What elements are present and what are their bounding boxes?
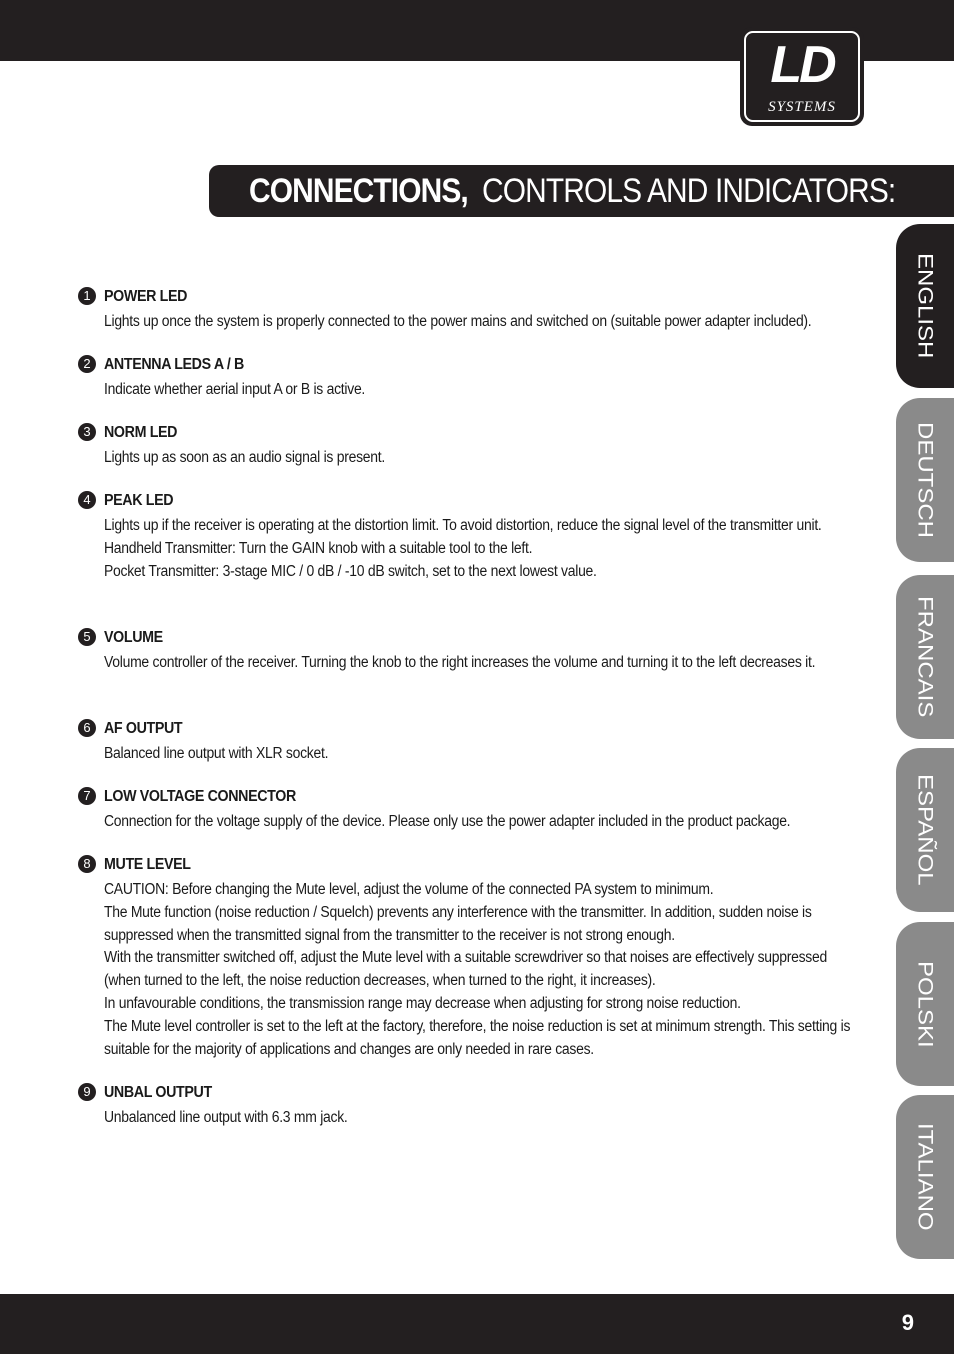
item-title: MUTE LEVEL bbox=[104, 856, 191, 873]
item-number-badge: 3 bbox=[78, 423, 96, 441]
tab-deutsch[interactable] bbox=[896, 398, 954, 562]
logo-subtext: SYSTEMS bbox=[768, 99, 836, 115]
item-title: POWER LED bbox=[104, 288, 188, 305]
tab-label: FRANCAIS bbox=[913, 596, 938, 718]
item-text: Handheld Transmitter: Turn the GAIN knob with a suitable tool to the left. bbox=[104, 539, 533, 557]
item-text: CAUTION: Before changing the Mute level, adjust the volume of the connected PA system to minimum. bbox=[104, 881, 714, 898]
page-number: 9 bbox=[901, 1310, 914, 1335]
item-text: The Mute level controller is set to the left at the factory, therefore, the noise reduction is set at minimum strength. This setting is suitable for the majority of applications and changes are only needed in rare cases. bbox=[104, 1017, 851, 1058]
item-text: Unbalanced line output with 6.3 mm jack. bbox=[104, 1109, 348, 1126]
tab-espanol[interactable] bbox=[896, 748, 954, 912]
item-text: Connection for the voltage supply of the device. Please only use the power adapter included in the product package. bbox=[104, 813, 791, 830]
item-number-badge: 7 bbox=[78, 787, 96, 805]
item-text: Pocket Transmitter: 3-stage MIC / 0 dB / -10 dB switch, set to the next lowest value. bbox=[104, 562, 597, 580]
item-body bbox=[104, 743, 851, 766]
item-title: UNBAL OUTPUT bbox=[104, 1084, 212, 1101]
tab-label: ITALIANO bbox=[913, 1123, 938, 1231]
item-body bbox=[104, 379, 851, 402]
item-body bbox=[104, 447, 851, 470]
item-text: Balanced line output with XLR socket. bbox=[104, 745, 329, 762]
item-text: Indicate whether aerial input A or B is active. bbox=[104, 381, 366, 398]
tab-label: ESPAÑOL bbox=[913, 774, 938, 886]
item-number-badge: 9 bbox=[78, 1083, 96, 1101]
tab-francais[interactable] bbox=[896, 575, 954, 739]
item-title: AF OUTPUT bbox=[104, 720, 183, 737]
tab-italiano[interactable] bbox=[896, 1095, 954, 1259]
bottom-bar bbox=[0, 1294, 954, 1354]
item-number-badge: 4 bbox=[78, 491, 96, 509]
item-number-badge: 1 bbox=[78, 287, 96, 305]
item-body bbox=[104, 1107, 851, 1130]
tab-english[interactable] bbox=[896, 224, 954, 388]
section-title-banner bbox=[209, 165, 954, 217]
logo-mark: LD bbox=[770, 36, 834, 94]
item-number-badge: 6 bbox=[78, 719, 96, 737]
item-body bbox=[104, 652, 851, 675]
section-title-rest: CONTROLS AND INDICATORS: bbox=[481, 171, 896, 210]
item-number-badge: 8 bbox=[78, 855, 96, 873]
tab-label: ENGLISH bbox=[913, 253, 938, 359]
item-title: LOW VOLTAGE CONNECTOR bbox=[104, 788, 296, 805]
item-title: NORM LED bbox=[104, 424, 178, 441]
item-number-badge: 2 bbox=[78, 355, 96, 373]
item-text: Lights up once the system is properly connected to the power mains and switched on (suitable power adapter included). bbox=[104, 313, 812, 330]
item-text: Volume controller of the receiver. Turning the knob to the right increases the volume and turning it to the left decreases it. bbox=[104, 654, 816, 671]
tab-label: POLSKI bbox=[913, 960, 938, 1048]
item-text: Lights up as soon as an audio signal is present. bbox=[104, 449, 385, 466]
item-body bbox=[104, 515, 851, 583]
item-text: The Mute function (noise reduction / Squelch) prevents any interference with the transmitter. In addition, sudden noise is suppressed when the transmitted signal from the transmitter to the receiver is not strong enough. bbox=[104, 903, 812, 944]
item-text: In unfavourable conditions, the transmission range may decrease when adjusting for strong noise reduction. bbox=[104, 994, 741, 1012]
item-text: Lights up if the receiver is operating at the distortion limit. To avoid distortion, reduce the signal level of the transmitter unit. bbox=[104, 517, 822, 534]
item-title: PEAK LED bbox=[104, 492, 174, 509]
item-body bbox=[104, 811, 851, 834]
item-text: With the transmitter switched off, adjust the Mute level with a suitable screwdriver so that noises are effectively suppressed (when turned to the left, the noise reduction decreases, when turned to the right, it increases). bbox=[104, 949, 827, 990]
section-title-strong: CONNECTIONS, bbox=[249, 171, 468, 210]
item-title: VOLUME bbox=[104, 629, 163, 646]
item-body bbox=[104, 311, 851, 334]
item-title: ANTENNA LEDS A / B bbox=[104, 356, 244, 373]
tab-label: DEUTSCH bbox=[913, 421, 938, 538]
ld-systems-logo bbox=[740, 27, 864, 126]
tab-polski[interactable] bbox=[896, 922, 954, 1086]
item-body bbox=[104, 879, 851, 1061]
item-number-badge: 5 bbox=[78, 628, 96, 646]
